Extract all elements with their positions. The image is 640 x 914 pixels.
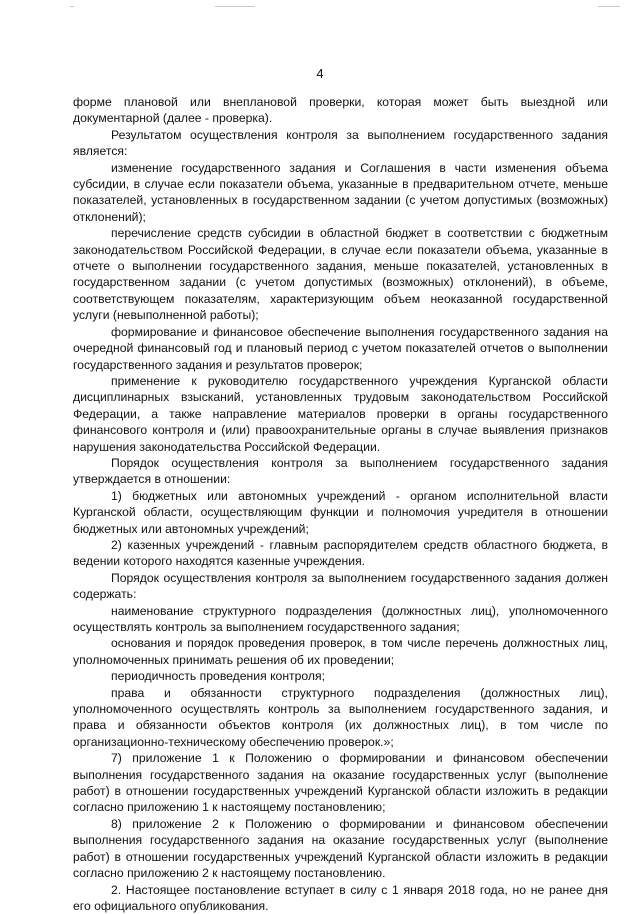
paragraph: права и обязанности структурного подразделения (должностных лиц), уполномоченного осуществлять контроль за выполнением государственного задания, и права и обязанности объектов контроля (их должностных лиц), в том числе по организационно-техническому обеспечению проверок.»;	[73, 685, 608, 751]
paragraph: наименование структурного подразделения (должностных лиц), уполномоченного осуществлять контроль за выполнением государственного задания;	[73, 603, 608, 636]
document-body	[73, 94, 608, 914]
paragraph: изменение государственного задания и Соглашения в части изменения объема субсидии, в случае если показатели объема, указанные в предварительном отчете, меньше показателей, установленных в государственном задании (с учетом допустимых (возможных) отклонений);	[73, 160, 608, 226]
paragraph: формирование и финансовое обеспечение выполнения государственного задания на очередной финансовый год и плановый период с учетом показателей отчетов о выполнении государственного задания и результатов проверок;	[73, 324, 608, 373]
list-item: 8) приложение 2 к Положению о формировании и финансовом обеспечении выполнения государственного задания на оказание государственных услуг (выполнение работ) в отношении государственных учреждений Курганской области изложить в редакции согласно приложению 2 к настоящему постановлению.	[73, 816, 608, 882]
paragraph: основания и порядок проведения проверок, в том числе перечень должностных лиц, уполномоченных принимать решения об их проведении;	[73, 635, 608, 668]
paragraph: форме плановой или внеплановой проверки, которая может быть выездной или документарной (далее - проверка).	[73, 94, 608, 127]
scan-artifact	[215, 6, 255, 7]
list-item: 7) приложение 1 к Положению о формировании и финансовом обеспечении выполнения государственного задания на оказание государственных услуг (выполнение работ) в отношении государственных учреждений Курганской области изложить в редакции согласно приложению 1 к настоящему постановлению;	[73, 750, 608, 816]
scan-artifact	[598, 6, 620, 7]
paragraph: периодичность проведения контроля;	[73, 668, 608, 684]
scan-artifact	[70, 6, 74, 7]
paragraph: перечисление средств субсидии в областной бюджет в соответствии с бюджетным законодательством Российской Федерации, в случае если показатели объема, указанные в отчете о выполнении государственного задания, меньше показателей, установленных в государственном задании (с учетом допустимых (возможных) отклонений), в объеме, соответствующем показателям, характеризующим объем неоказанной государственной услуги (невыполненной работы);	[73, 225, 608, 323]
paragraph: Порядок осуществления контроля за выполнением государственного задания должен содержать:	[73, 570, 608, 603]
paragraph: Порядок осуществления контроля за выполнением государственного задания утверждается в отношении:	[73, 455, 608, 488]
paragraph: применение к руководителю государственного учреждения Курганской области дисциплинарных взысканий, установленных трудовым законодательством Российской Федерации, а также направление материалов проверки в органы государственного финансового контроля и (или) правоохранительные органы в случае выявления признаков нарушения законодательства Российской Федерации.	[73, 373, 608, 455]
list-item: 1) бюджетных или автономных учреждений - органом исполнительной власти Курганской области, осуществляющим функции и полномочия учредителя в отношении бюджетных или автономных учреждений;	[73, 488, 608, 537]
paragraph: Результатом осуществления контроля за выполнением государственного задания является:	[73, 127, 608, 160]
page-number: 4	[0, 66, 640, 82]
paragraph: 2. Настоящее постановление вступает в силу с 1 января 2018 года, но не ранее дня его официального опубликования.	[73, 882, 608, 914]
list-item: 2) казенных учреждений - главным распорядителем средств областного бюджета, в ведении которого находятся казенные учреждения.	[73, 537, 608, 570]
